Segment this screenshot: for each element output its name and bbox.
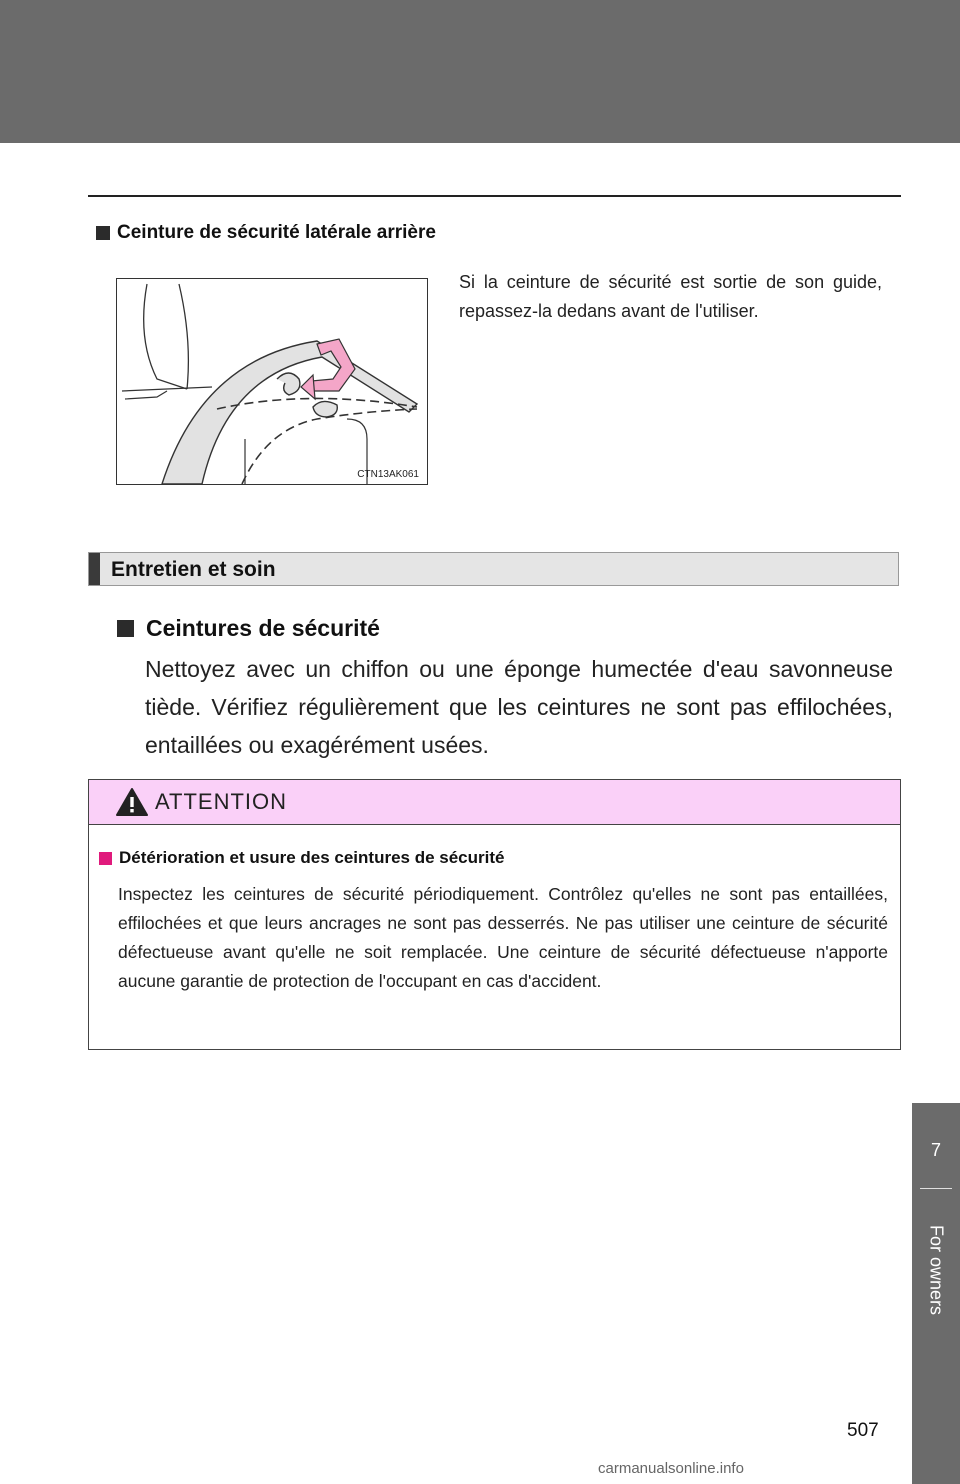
square-bullet-icon [96,226,110,240]
seat-belts-subheading-text: Ceintures de sécurité [146,615,380,641]
header-band [0,0,960,143]
caution-box [88,779,901,1050]
figure-code: CTN13AK061 [357,469,419,480]
watermark: carmanualsonline.info [598,1460,744,1477]
figure-caption: Si la ceinture de sécurité est sortie de son guide, repassez-la dedans avant de l'utiliser. [459,272,882,321]
section-accent [89,553,100,585]
page-number: 507 [847,1420,879,1441]
seat-belt-drawing [117,279,427,484]
chapter-label: For owners [926,1224,947,1316]
rear-belt-heading [96,222,436,244]
square-bullet-icon [117,620,134,637]
cleaning-instructions: Nettoyez avec un chiffon ou une éponge humectée d'eau savonneuse tiède. Vérifiez régulièrement que les ceintures ne sont pas effilochées, entaillées ou exagérément usées. [145,656,893,758]
section-title-bar [88,552,899,586]
section-title: Entretien et soin [111,558,276,581]
square-bullet-icon [99,852,112,865]
chapter-tab-divider [920,1188,952,1189]
caution-text: Inspectez les ceintures de sécurité périodiquement. Contrôlez qu'elles ne sont pas entaillées, effilochées et que leurs ancrages ne sont pas desserrés. Ne pas utiliser une ceinture de sécurité défectueuse avant qu'elle ne soit remplacée. Une ceinture de sécurité défectueuse n'apporte aucune garantie de protection de l'occupant en cas d'accident. [118,884,888,991]
caution-header [89,780,900,825]
rear-belt-heading-text: Ceinture de sécurité latérale arrière [117,222,436,243]
seat-belts-subheading [117,615,380,642]
warning-icon [115,787,149,817]
caution-subheading-text: Détérioration et usure des ceintures de sécurité [119,848,505,867]
chapter-number: 7 [930,1140,941,1160]
header-divider [88,195,901,197]
belt-guide-illustration [116,278,428,485]
caution-title: ATTENTION [155,789,288,814]
caution-subheading [99,848,504,868]
